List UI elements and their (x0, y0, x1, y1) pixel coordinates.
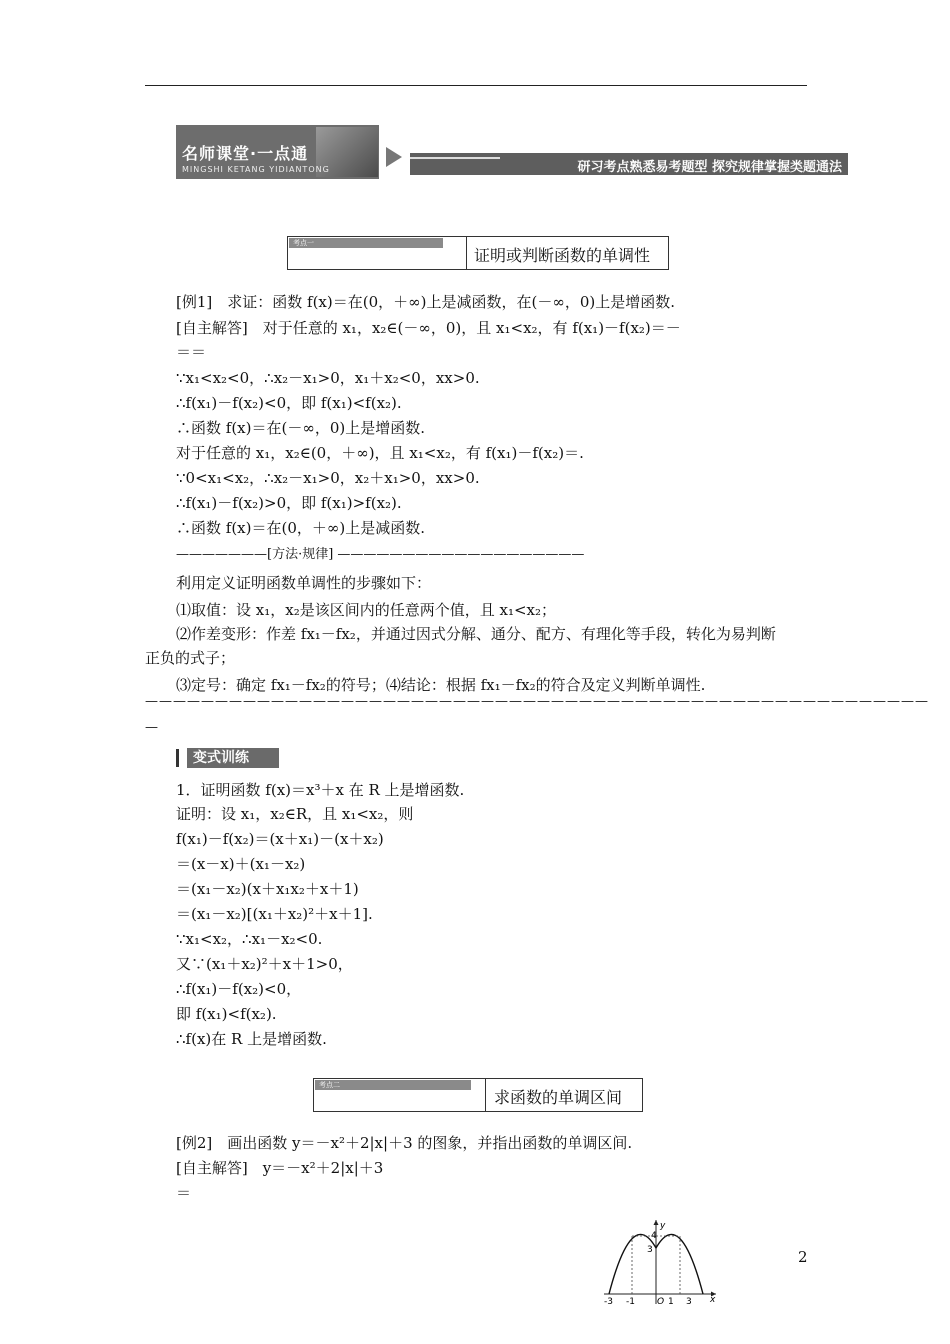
banner-strip-line (410, 157, 500, 159)
example1-line: [自主解答] 对于任意的 x₁，x₂∈(－∞，0)，且 x₁<x₂，有 f(x₁)－f(x₂)＝－ (176, 319, 681, 337)
bianshi-line: 证明：设 x₁，x₂∈R，且 x₁<x₂，则 (176, 805, 414, 823)
method-line: ⑴取值：设 x₁，x₂是该区间内的任意两个值，且 x₁<x₂； (176, 601, 556, 619)
kaodian-1-tag: 考点一 (289, 238, 443, 248)
x-tick-label: 1 (668, 1297, 674, 1307)
bianshi-line: 即 f(x₁)<f(x₂). (176, 1005, 277, 1023)
example1-line: ＝＝ (176, 343, 207, 361)
example2-line: [自主解答] y＝－x²＋2|x|＋3 (176, 1159, 384, 1177)
kaodian-2-tag: 考点二 (315, 1080, 471, 1090)
example2-line: ＝ (176, 1184, 192, 1202)
page-number: 2 (798, 1248, 808, 1266)
example1-line: ∵0<x₁<x₂，∴x₂－x₁>0，x₂＋x₁>0，xx>0. (176, 469, 480, 487)
example1-line: ∴函数 f(x)＝在(0，＋∞)上是减函数. (176, 519, 425, 537)
y-axis-label: y (660, 1221, 666, 1231)
section-banner (176, 125, 848, 179)
x-tick-label: -1 (626, 1297, 635, 1307)
method-rule-tail: — (145, 720, 158, 735)
bianshi-label-text: 变式训练 (187, 748, 279, 768)
method-line: 正负的式子； (145, 649, 236, 667)
method-rule: ———————————————————————————————————————————————————————— (145, 694, 929, 709)
kaodian-1-divider (466, 237, 467, 269)
header-rule (145, 85, 807, 86)
bianshi-label (176, 748, 279, 768)
bianshi-line: ∵x₁<x₂，∴x₁－x₂<0. (176, 930, 323, 948)
x-tick-label: -3 (604, 1297, 613, 1307)
example1-line: ∴f(x₁)－f(x₂)<0，即 f(x₁)<f(x₂). (176, 394, 402, 412)
kaodian-2-title: 求函数的单调区间 (494, 1088, 623, 1107)
bianshi-line: f(x₁)－f(x₂)＝(x＋x₁)－(x＋x₂) (176, 830, 384, 848)
bianshi-line: ＝(x₁－x₂)(x＋x₁x₂＋x＋1) (176, 880, 359, 898)
bianshi-line: ＝(x－x)＋(x₁－x₂) (176, 855, 306, 873)
example1-line: [例1] 求证：函数 f(x)＝在(0，＋∞)上是减函数，在(－∞，0)上是增函数. (176, 293, 675, 311)
banner-logo (176, 125, 379, 179)
banner-logo-title: 名师课堂·一点通 (182, 144, 309, 163)
play-arrow-icon (386, 147, 402, 167)
bianshi-line: 又∵(x₁＋x₂)²＋x＋1>0， (176, 955, 353, 973)
banner-slogan: 研习考点熟悉易考题型 探究规律掌握类题通法 (577, 160, 842, 175)
bianshi-line: 1．证明函数 f(x)＝x³＋x 在 R 上是增函数. (176, 781, 465, 799)
y-tick-label: 4 (651, 1231, 657, 1241)
example1-line: ∵x₁<x₂<0，∴x₂－x₁>0，x₁＋x₂<0，xx>0. (176, 369, 480, 387)
method-line: ⑶定号：确定 fx₁－fx₂的符号；⑷结论：根据 fx₁－fx₂的符合及定义判断单调性. (176, 676, 706, 694)
x-axis-label: x (710, 1295, 716, 1305)
kaodian-2-box (313, 1078, 643, 1112)
example2-line: [例2] 画出函数 y＝－x²＋2|x|＋3 的图象，并指出函数的单调区间. (176, 1134, 633, 1152)
y-axis-arrow-icon (654, 1220, 659, 1225)
function-graph (600, 1218, 720, 1306)
bianshi-line: ∴f(x)在 R 上是增函数. (176, 1030, 327, 1048)
example1-line: ∴函数 f(x)＝在(－∞，0)上是增函数. (176, 419, 425, 437)
bianshi-line: ∴f(x₁)－f(x₂)<0， (176, 980, 302, 998)
example1-line: ∴f(x₁)－f(x₂)>0，即 f(x₁)>f(x₂). (176, 494, 402, 512)
method-line: ⑵作差变形：作差 fx₁－fx₂，并通过因式分解、通分、配方、有理化等手段，转化为易判断 (176, 625, 776, 643)
origin-label: O (657, 1297, 665, 1307)
example1-line: 对于任意的 x₁，x₂∈(0，＋∞)，且 x₁<x₂，有 f(x₁)－f(x₂)＝. (176, 444, 584, 462)
method-header: ———————[方法·规律] ——————————————————— (176, 547, 585, 562)
banner-strip (410, 153, 848, 175)
y-tick-label: 3 (647, 1245, 653, 1255)
kaodian-1-title: 证明或判断函数的单调性 (474, 246, 651, 265)
method-line: 利用定义证明函数单调性的步骤如下： (176, 574, 432, 592)
kaodian-2-divider (485, 1079, 486, 1111)
banner-logo-subtitle: MINGSHI KETANG YIDIANTONG (182, 165, 330, 174)
kaodian-1-box (287, 236, 669, 270)
x-tick-label: 3 (686, 1297, 692, 1307)
bianshi-line: ＝(x₁－x₂)[(x₁＋x₂)²＋x＋1]. (176, 905, 373, 923)
